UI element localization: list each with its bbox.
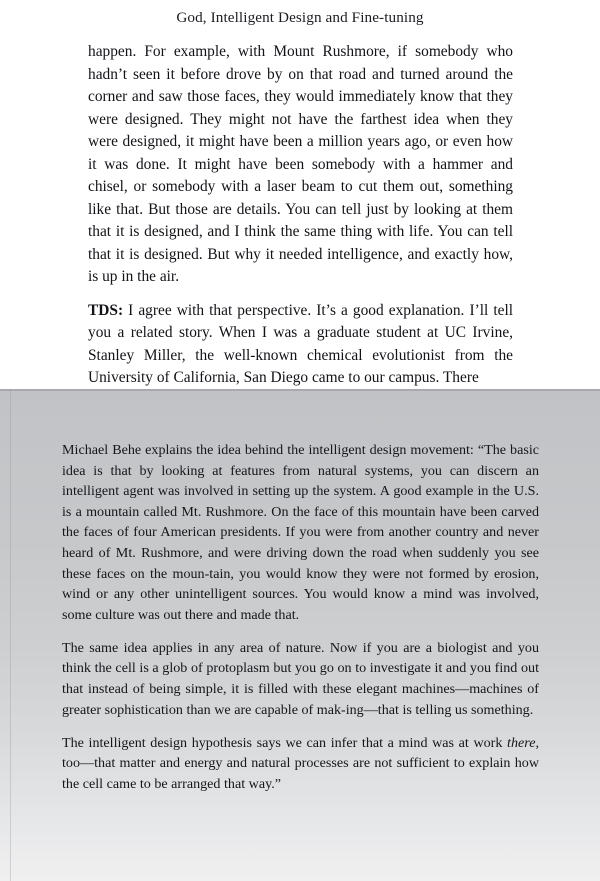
sidebar-paragraph-2: The same idea applies in any area of nature. Now if you are a biologist and you think the cell is a glob of protoplasm but you go on to investigate it and you find out that instead of being simple, it is filled with these elegant machines—machines of greater sophistication than we are capable of mak-ing—that is telling us something. — [62, 639, 539, 718]
sidebar-shaded-box — [0, 389, 600, 881]
page-header — [0, 0, 600, 36]
sidebar-paragraph-3-text-before: The intelligent design hypothesis says we can infer that a mind was at work — [62, 734, 508, 751]
sidebar-content-column — [62, 440, 539, 795]
sidebar-paragraph-1: Michael Behe explains the idea behind the intelligent design movement: “The basic idea is that by looking at features from natural systems, you can discern an intelligent agent was involved in setting up the system. A good example in the U.S. is a mountain called Mt. Rushmore. On the face of this mountain have been carved the faces of four American presidents. If you were from another country and never heard of Mt. Rushmore, and were driving down the road when suddenly you see these faces on the moun-tain, you would know they were not formed by erosion, wind or any other unintelligent sources. You would know a mind was involved, some culture was out there and made that. — [62, 442, 539, 623]
sidebar-paragraph-3-emphasis: there, — [507, 734, 539, 751]
speaker-label-tds: TDS: — [88, 301, 124, 319]
body-paragraph-continued: happen. For example, with Mount Rushmore, if somebody who hadn’t seen it before drove by on that road and turned around the corner and saw those faces, they would immediately know that they were designed. They might not have the farthest idea when they were designed, it might have been a million years ago, or even how it was done. It might have been somebody with a hammer and chisel, or somebody with a laser beam to cut them out, something like that. But those are details. You can tell just by looking at them that it is designed, and I think the same thing with life. You can tell that it is designed. But why it needed intelligence, and exactly how, is up in the air. — [88, 43, 513, 285]
main-body-column — [88, 41, 513, 390]
sidebar-box-left-edge-line — [10, 389, 11, 881]
running-head: God, Intelligent Design and Fine-tuning — [176, 9, 424, 26]
sidebar-paragraph-3 — [62, 733, 539, 795]
sidebar-paragraph-3-text-after: too—that matter and energy and natural processes are not sufficient to explain how the cell came to be arranged that way.” — [62, 755, 539, 792]
body-paragraph-tds-text: I agree with that perspective. It’s a good explanation. I’ll tell you a related story. When I was a graduate student at UC Irvine, Stanley Miller, the well-known chemical evolutionist from the University of California, San Diego came to our campus. There — [88, 301, 513, 386]
body-paragraph-tds — [88, 300, 513, 390]
sidebar-box-top-border — [0, 389, 600, 391]
